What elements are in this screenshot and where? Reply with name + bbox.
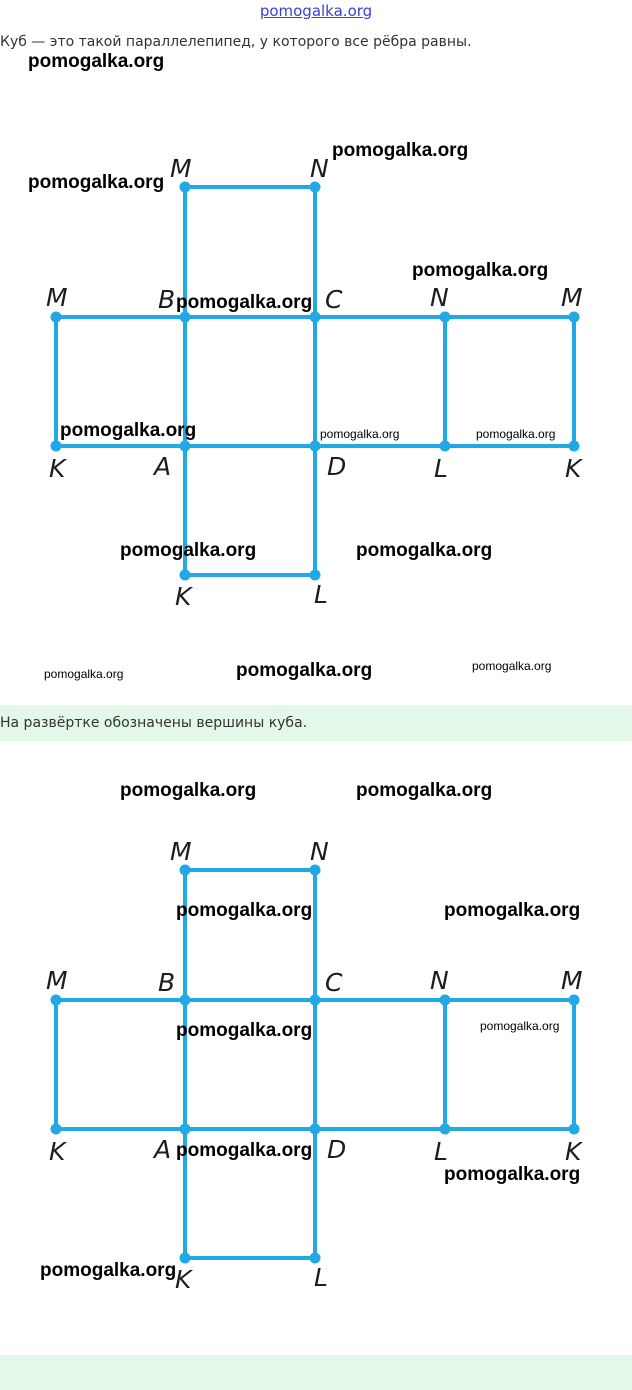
- watermark: pomogalka.org: [120, 780, 257, 801]
- vertex-label-l: L: [314, 580, 328, 609]
- vertex-label-c: C: [325, 968, 343, 997]
- watermark: pomogalka.org: [332, 140, 469, 161]
- vertex: [310, 865, 321, 876]
- watermark: pomogalka.org: [120, 540, 257, 561]
- vertex: [310, 182, 321, 193]
- bottom-band: [0, 1355, 632, 1390]
- vertex-label-c: C: [325, 285, 343, 314]
- watermark: pomogalka.org: [476, 427, 556, 441]
- vertex-label-k: K: [175, 582, 192, 611]
- vertex: [180, 570, 191, 581]
- vertex-label-m: M: [46, 966, 68, 995]
- vertex: [51, 1124, 62, 1135]
- vertex: [180, 995, 191, 1006]
- vertex-label-d: D: [327, 452, 347, 481]
- vertex: [51, 441, 62, 452]
- watermark: pomogalka.org: [28, 172, 165, 193]
- vertex-label-k: K: [565, 454, 582, 483]
- vertex: [180, 1253, 191, 1264]
- caption-text: На развёртке обозначены вершины куба.: [0, 715, 308, 731]
- net-edges: [56, 187, 574, 575]
- vertex-label-a: A: [154, 1135, 172, 1164]
- vertex: [180, 1124, 191, 1135]
- watermark: pomogalka.org: [44, 667, 124, 681]
- vertex-label-b: B: [158, 285, 176, 314]
- vertex: [569, 995, 580, 1006]
- watermark: pomogalka.org: [40, 1260, 177, 1281]
- watermark: pomogalka.org: [176, 900, 313, 921]
- intro-text: Куб — это такой параллелепипед, у которого все рёбра равны.: [0, 34, 472, 50]
- vertex: [51, 312, 62, 323]
- watermark: pomogalka.org: [356, 780, 493, 801]
- vertex: [310, 1253, 321, 1264]
- vertex-label-m: M: [170, 837, 192, 866]
- vertex: [310, 570, 321, 581]
- vertex-label-n: N: [430, 966, 449, 995]
- watermark: pomogalka.org: [444, 900, 581, 921]
- vertex-label-k: K: [49, 1137, 66, 1166]
- vertex-label-l: L: [434, 454, 448, 483]
- vertex-label-k: K: [565, 1137, 582, 1166]
- vertex: [569, 1124, 580, 1135]
- vertex: [310, 995, 321, 1006]
- vertex: [569, 441, 580, 452]
- vertex: [180, 441, 191, 452]
- vertex-label-m: M: [170, 154, 192, 183]
- watermark: pomogalka.org: [176, 292, 313, 313]
- vertex-label-k: K: [49, 454, 66, 483]
- vertex-label-m: M: [46, 283, 68, 312]
- watermark: pomogalka.org: [236, 660, 373, 681]
- watermark: pomogalka.org: [412, 260, 549, 281]
- watermark: pomogalka.org: [176, 1020, 313, 1041]
- vertex: [440, 995, 451, 1006]
- watermark: pomogalka.org: [444, 1164, 581, 1185]
- watermark: pomogalka.org: [356, 540, 493, 561]
- watermark: pomogalka.org: [480, 1019, 560, 1033]
- watermark: pomogalka.org: [472, 659, 552, 673]
- cube-net-diagram-2: [0, 683, 632, 1333]
- watermark: pomogalka.org: [60, 420, 197, 441]
- vertex: [180, 182, 191, 193]
- watermark: pomogalka.org: [28, 51, 165, 72]
- vertex-label-l: L: [314, 1263, 328, 1292]
- vertex-label-n: N: [310, 154, 329, 183]
- vertex: [440, 312, 451, 323]
- vertex-label-b: B: [158, 968, 176, 997]
- vertex: [310, 1124, 321, 1135]
- vertex: [51, 995, 62, 1006]
- vertex-label-k: K: [175, 1265, 192, 1294]
- net-edges: [56, 870, 574, 1258]
- vertex-label-n: N: [430, 283, 449, 312]
- vertex-label-n: N: [310, 837, 329, 866]
- vertex: [310, 441, 321, 452]
- vertex-label-l: L: [434, 1137, 448, 1166]
- vertex: [440, 441, 451, 452]
- watermark: pomogalka.org: [176, 1140, 313, 1161]
- watermark: pomogalka.org: [320, 427, 400, 441]
- vertex: [180, 865, 191, 876]
- vertex-label-a: A: [154, 452, 172, 481]
- vertex-label-d: D: [327, 1135, 347, 1164]
- site-link[interactable]: pomogalka.org: [259, 2, 373, 20]
- vertex: [440, 1124, 451, 1135]
- vertex: [569, 312, 580, 323]
- vertex-label-m: M: [561, 283, 583, 312]
- vertex-label-m: M: [561, 966, 583, 995]
